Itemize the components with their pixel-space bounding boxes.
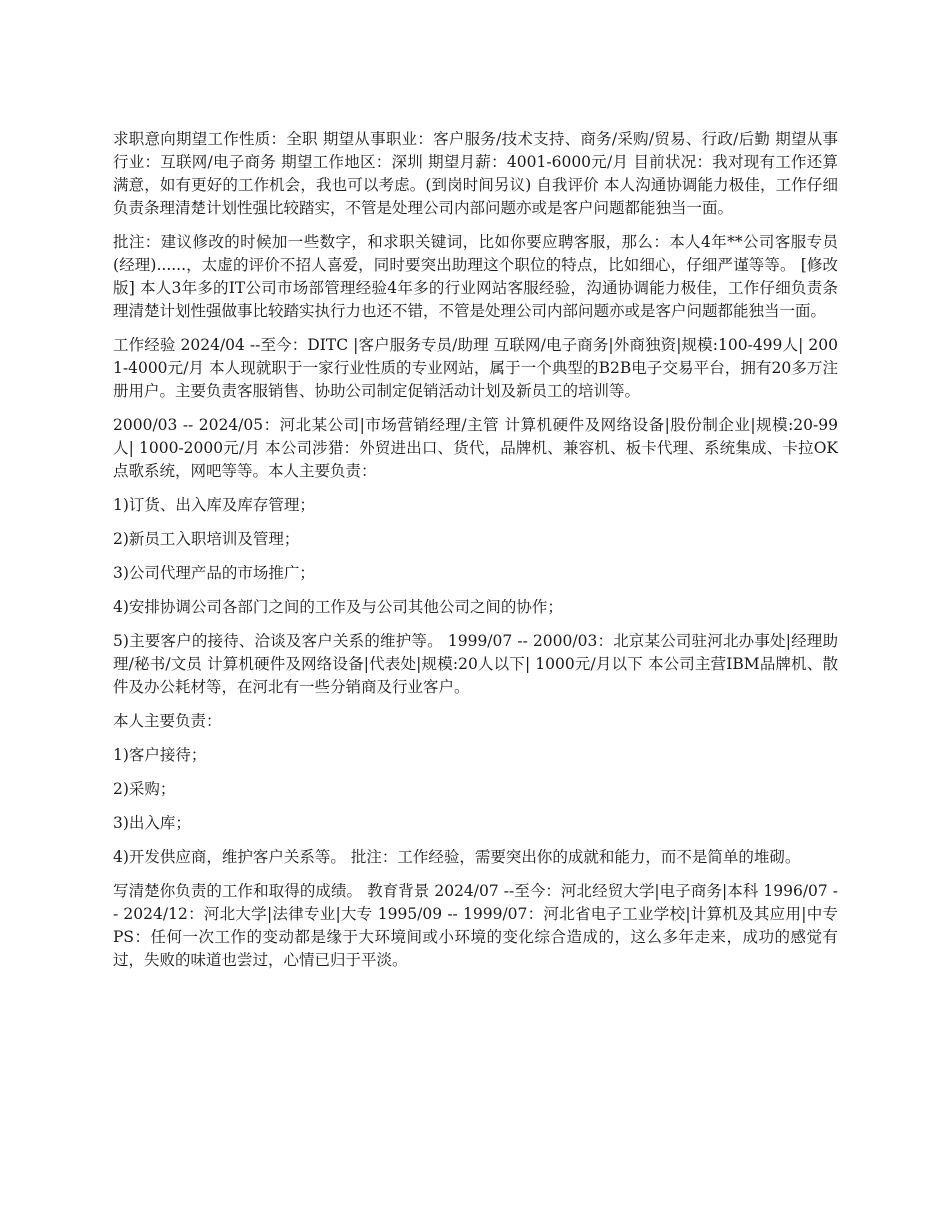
duty-item-b3: 3)出入库； (113, 814, 191, 832)
document-body (113, 128, 838, 983)
duty-item-2: 2)新员工入职培训及管理； (113, 530, 300, 548)
paragraph-work-experience-ditc: 工作经验 2024/04 --至今：DITC |客户服务专员/助理 互联网/电子商务|外商独资|规模:100-499人| 2001-4000元/月 本人现就职于一家行业性质的专业网站，属于一个典型的B2B电子交易平台，拥有20多万注册用户。主要负责客服销售、协助公司制定促销活动计划及新员工的培训等。 (113, 336, 838, 400)
duty-item-5-and-beijing-experience: 5)主要客户的接待、洽谈及客户关系的维护等。 1999/07 -- 2000/03：北京某公司驻河北办事处|经理助理/秘书/文员 计算机硬件及网络设备|代表处|规模:20人以下| 1000元/月以下 本公司主营IBM品牌机、散件及办公耗材等，在河北有一些分销商及行业客户。 (113, 632, 838, 696)
paragraph-education-background: 写清楚你负责的工作和取得的成绩。 教育背景 2024/07 --至今：河北经贸大学|电子商务|本科 1996/07 -- 2024/12：河北大学|法律专业|大专 1995/09 -- 1999/07：河北省电子工业学校|计算机及其应用|中专 PS：任何一次工作的变动都是缘于大环境间或小环境的变化综合造成的，这么多年走来，成功的感觉有过，失败的味道也尝过，心情已归于平淡。 (113, 882, 838, 969)
paragraph-work-experience-hebei: 2000/03 -- 2024/05：河北某公司|市场营销经理/主管 计算机硬件及网络设备|股份制企业|规模:20-99人| 1000-2000元/月 本公司涉猎：外贸进出口、货代，品牌机、兼容机、板卡代理、系统集成、卡拉OK点歌系统，网吧等等。本人主要负责： (113, 416, 838, 480)
duty-item-1: 1)订货、出入库及库存管理； (113, 496, 315, 514)
duty-item-4: 4)安排协调公司各部门之间的工作及与公司其他公司之间的协作； (113, 598, 563, 616)
duty-item-3: 3)公司代理产品的市场推广； (113, 564, 315, 582)
paragraph-main-duties-heading: 本人主要负责： (113, 712, 222, 730)
duty-item-b2: 2)采购； (113, 780, 176, 798)
duty-item-b4-annotation: 4)开发供应商，维护客户关系等。 批注：工作经验，需要突出你的成就和能力，而不是简单的堆砌。 (113, 848, 801, 866)
duty-item-b1: 1)客户接待； (113, 746, 207, 764)
paragraph-job-intention: 求职意向期望工作性质：全职 期望从事职业：客户服务/技术支持、商务/采购/贸易、行政/后勤 期望从事行业：互联网/电子商务 期望工作地区：深圳 期望月薪：4001-6000元/月 目前状况：我对现有工作还算满意，如有更好的工作机会，我也可以考虑。(到岗时间另议) 自我评价 本人沟通协调能力极佳，工作仔细负责条理清楚计划性强比较踏实，不管是处理公司内部问题亦或是客户问题都能独当一面。 (113, 130, 838, 217)
paragraph-annotation-revision: 批注：建议修改的时候加一些数字，和求职关键词，比如你要应聘客服，那么：本人4年**公司客服专员(经理)......，太虚的评价不招人喜爱，同时要突出助理这个职位的特点，比如细心，仔细严谨等等。 [修改版] 本人3年多的IT公司市场部管理经验4年多的行业网站客服经验，沟通协调能力极佳，工作仔细负责条理清楚计划性强做事比较踏实执行力也还不错，不管是处理公司内部问题亦或是客户问题都能独当一面。 (113, 233, 838, 320)
